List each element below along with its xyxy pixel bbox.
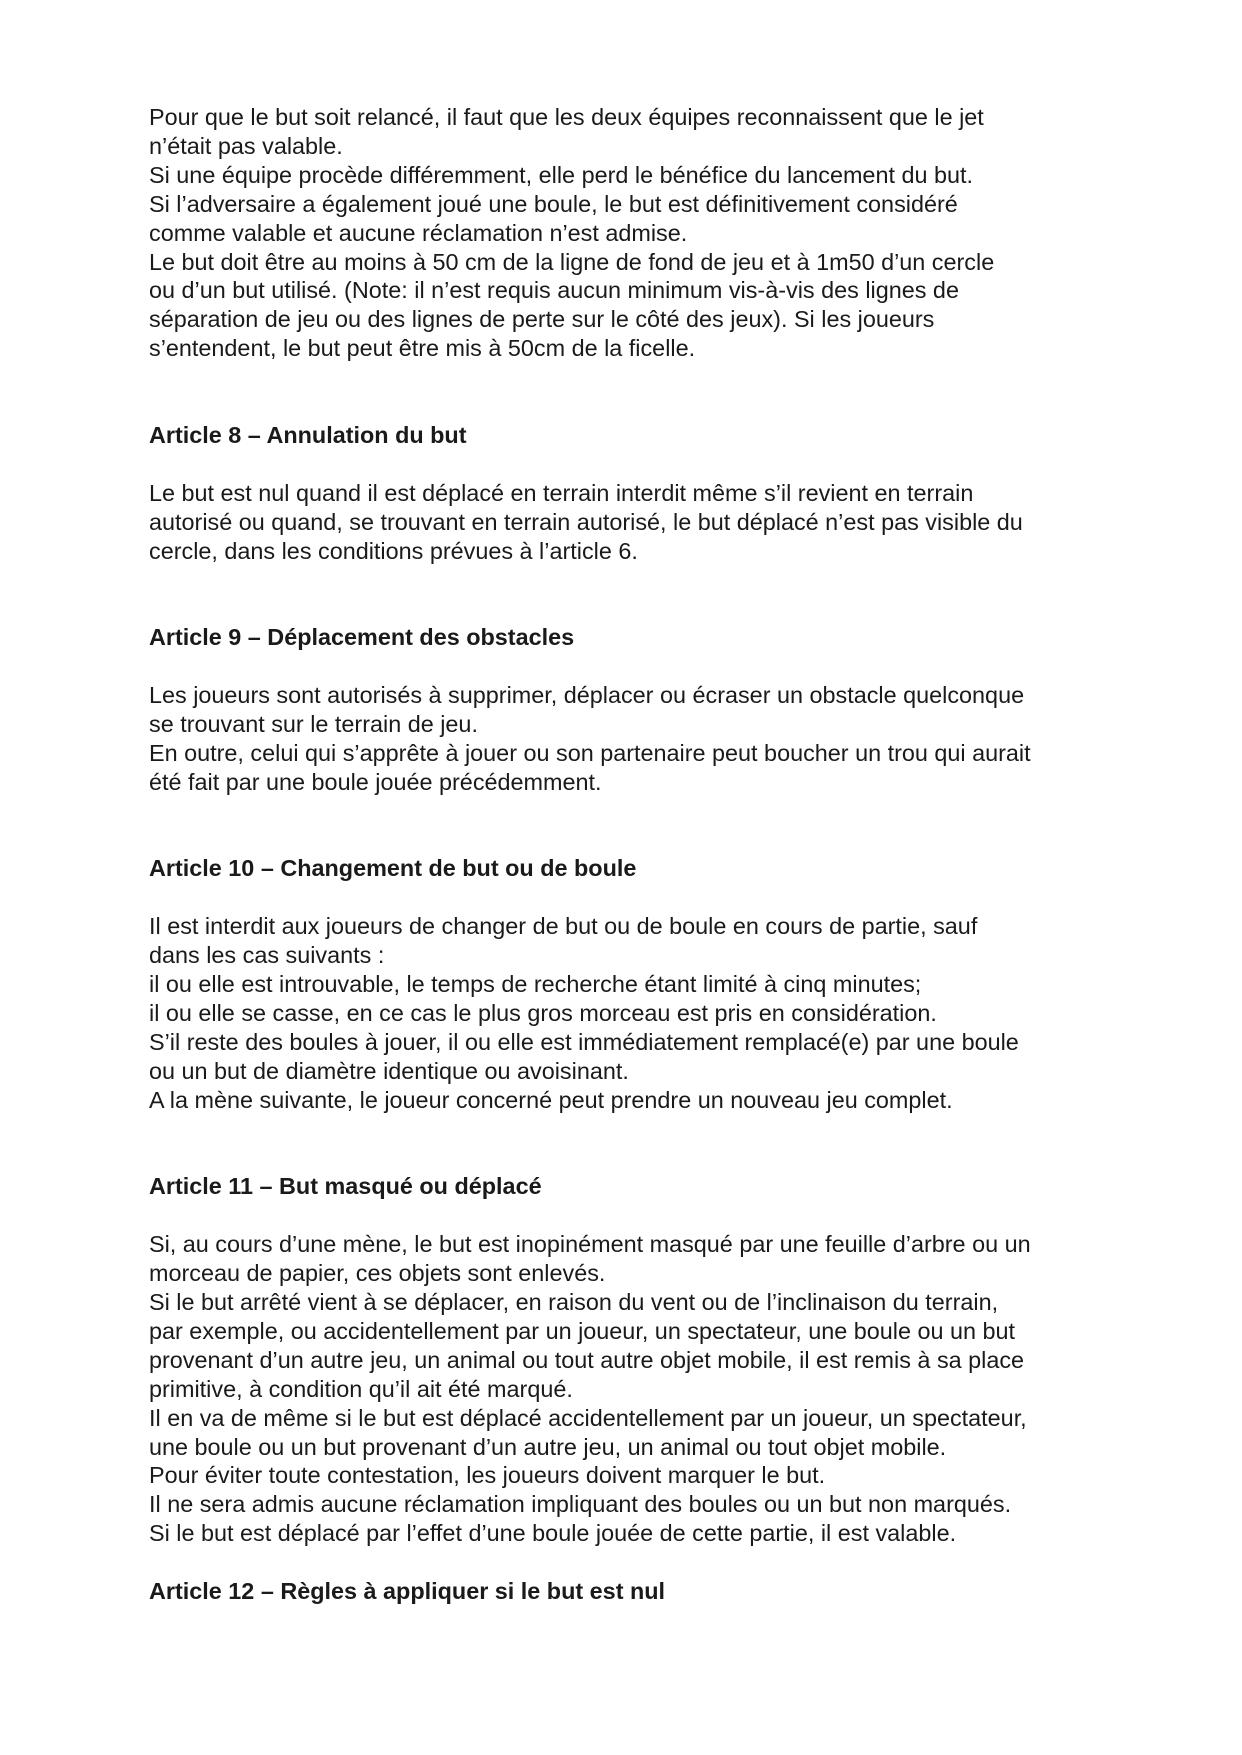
text-line: par exemple, ou accidentellement par un joueur, un spectateur, une boule ou un but (149, 1317, 1016, 1344)
text-line: Si une équipe procède différemment, elle perd le bénéfice du lancement du but. (149, 161, 973, 188)
article-11-body (149, 1230, 1129, 1548)
text-line: dans les cas suivants : (149, 942, 385, 969)
article-8-heading: Article 8 – Annulation du but (149, 421, 467, 448)
section-spacer (149, 1548, 1129, 1577)
article-12-heading: Article 12 – Règles à appliquer si le but est nul (149, 1578, 666, 1605)
article-8-body (149, 479, 1129, 566)
text-line: Le but est nul quand il est déplacé en terrain interdit même s’il revient en terrain (149, 479, 974, 506)
text-line: En outre, celui qui s’apprête à jouer ou son partenaire peut boucher un trou qui aurait (149, 739, 1031, 766)
text-line: provenant d’un autre jeu, un animal ou tout autre objet mobile, il est remis à sa place (149, 1346, 1025, 1373)
text-line: comme valable et aucune réclamation n’est admise. (149, 219, 688, 246)
text-line: Pour éviter toute contestation, les joueurs doivent marquer le but. (149, 1462, 826, 1489)
text-line: Si l’adversaire a également joué une boule, le but est définitivement considéré (149, 190, 958, 217)
article-10-heading: Article 10 – Changement de but ou de boule (149, 855, 637, 882)
text-line: Si le but arrêté vient à se déplacer, en raison du vent ou de l’inclinaison du terrain, (149, 1289, 999, 1316)
text-line: Il ne sera admis aucune réclamation impliquant des boules ou un but non marqués. (149, 1491, 1012, 1518)
text-line: primitive, à condition qu’il ait été marqué. (149, 1375, 573, 1402)
text-line: Si le but est déplacé par l’effet d’une boule jouée de cette partie, il est valable. (149, 1520, 957, 1547)
section-spacer (149, 450, 1129, 479)
text-line: n’était pas valable. (149, 132, 343, 159)
text-line: il ou elle se casse, en ce cas le plus gros morceau est pris en considération. (149, 1000, 937, 1026)
text-line: autorisé ou quand, se trouvant en terrain autorisé, le but déplacé n’est pas visible du (149, 508, 1023, 535)
text-line: Si, au cours d’une mène, le but est inopinément masqué par une feuille d’arbre ou un (149, 1231, 1031, 1258)
text-line: Pour que le but soit relancé, il faut que les deux équipes reconnaissent que le jet (149, 104, 984, 130)
section-spacer (149, 652, 1129, 681)
article-10-body (149, 912, 1129, 1114)
text-line: Il en va de même si le but est déplacé accidentellement par un joueur, un spectateur, (149, 1404, 1027, 1431)
article-9-body (149, 681, 1129, 797)
text-line: Le but doit être au moins à 50 cm de la ligne de fond de jeu et à 1m50 d’un cercle (149, 248, 995, 275)
section-spacer (149, 363, 1129, 421)
text-line: S’il reste des boules à jouer, il ou elle est immédiatement remplacé(e) par une boule (149, 1028, 1019, 1055)
text-line: Les joueurs sont autorisés à supprimer, déplacer ou écraser un obstacle quelconque (149, 682, 1025, 709)
article-11-heading: Article 11 – But masqué ou déplacé (149, 1173, 542, 1200)
text-line: A la mène suivante, le joueur concerné peut prendre un nouveau jeu complet. (149, 1086, 953, 1113)
section-spacer (149, 883, 1129, 912)
text-line: séparation de jeu ou des lignes de perte sur le côté des jeux). Si les joueurs (149, 306, 935, 333)
section-spacer (149, 565, 1129, 623)
text-line: une boule ou un but provenant d’un autre jeu, un animal ou tout objet mobile. (149, 1433, 947, 1460)
text-line: ou un but de diamètre identique ou avoisinant. (149, 1057, 629, 1084)
article-9-heading: Article 9 – Déplacement des obstacles (149, 624, 575, 651)
text-line: s’entendent, le but peut être mis à 50cm de la ficelle. (149, 335, 696, 362)
text-line: se trouvant sur le terrain de jeu. (149, 710, 478, 737)
document-page (149, 103, 1129, 1606)
text-line: il ou elle est introuvable, le temps de recherche étant limité à cinq minutes; (149, 971, 922, 998)
section-spacer (149, 797, 1129, 855)
section-spacer (149, 1201, 1129, 1230)
text-line: Il est interdit aux joueurs de changer de but ou de boule en cours de partie, sauf (149, 913, 978, 940)
section-spacer (149, 1115, 1129, 1173)
text-line: morceau de papier, ces objets sont enlevés. (149, 1260, 606, 1287)
text-line: cercle, dans les conditions prévues à l’article 6. (149, 537, 638, 564)
text-line: été fait par une boule jouée précédemment. (149, 768, 602, 795)
intro-paragraph (149, 103, 1129, 363)
text-line: ou d’un but utilisé. (Note: il n’est requis aucun minimum vis-à-vis des lignes de (149, 277, 959, 304)
